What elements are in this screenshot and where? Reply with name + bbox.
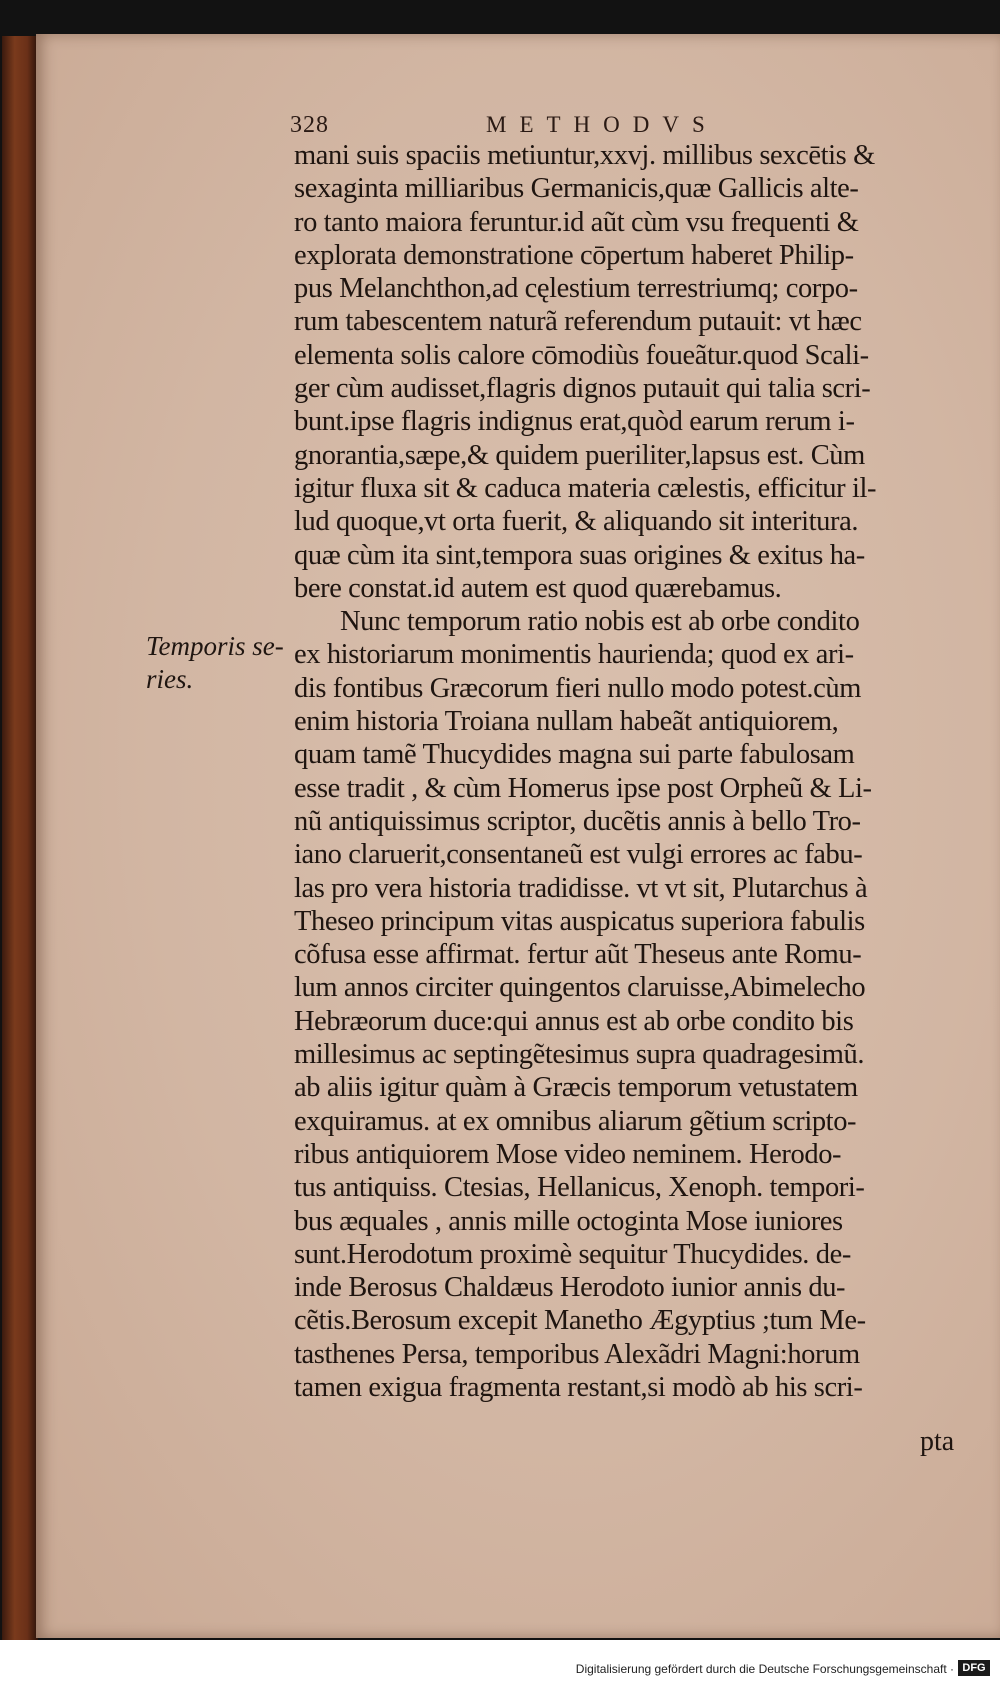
text-line: ex historiarum monimentis haurienda; quod ex ari-	[294, 639, 854, 671]
text-line: las pro vera historia tradidisse. vt vt sit, Plutarchus à	[294, 872, 868, 904]
text-line: ab aliis igitur quàm à Græcis temporum vetustatem	[294, 1072, 858, 1104]
text-line: sexaginta milliaribus Germanicis,quæ Gallicis alte-	[294, 173, 859, 205]
text-line: sunt.Herodotum proximè sequitur Thucydides. de-	[294, 1238, 851, 1270]
catchword: pta	[920, 1426, 955, 1457]
margin-note	[146, 630, 286, 696]
text-line: cẽtis.Berosum excepit Manetho Ægyptius ;tum Me-	[294, 1305, 866, 1337]
text-line: nũ antiquissimus scriptor, ducẽtis annis à bello Tro-	[294, 805, 861, 837]
dfg-logo: DFG	[958, 1660, 990, 1676]
text-line: bere constat.id autem est quod quærebamus.	[294, 572, 782, 604]
text-line: inde Berosus Chaldæus Herodoto iunior annis du-	[294, 1272, 846, 1304]
text-line: bus æquales , annis mille octoginta Mose iuniores	[294, 1205, 843, 1237]
text-line: quam tamẽ Thucydides magna sui parte fabulosam	[294, 739, 855, 771]
text-line: enim historia Troiana nullam habeãt antiquiorem,	[294, 706, 839, 738]
text-line: pus Melanchthon,ad cęlestium terrestriumq; corpo-	[294, 273, 858, 305]
text-line-paragraph-start: Nunc temporum ratio nobis est ab orbe condito	[340, 606, 860, 638]
text-line: Theseo principum vitas auspicatus superiora fabulis	[294, 905, 865, 937]
text-line: quæ cùm ita sint,tempora suas origines & exitus ha-	[294, 539, 865, 571]
text-line: ribus antiquiorem Mose video neminem. Herodo-	[294, 1138, 842, 1170]
page-number: 328	[290, 112, 329, 138]
text-line: tus antiquiss. Ctesias, Hellanicus, Xenoph. tempori-	[294, 1172, 865, 1204]
text-line: bunt.ipse flagris indignus erat,quòd earum rerum i-	[294, 406, 855, 438]
text-line: Hebræorum duce:qui annus est ab orbe condito bis	[294, 1005, 854, 1037]
funding-credit: Digitalisierung gefördert durch die Deutsche Forschungsgemeinschaft ·	[575, 1662, 954, 1676]
text-line: gnorantia,sæpe,& quidem pueriliter,lapsus est. Cùm	[294, 439, 865, 471]
margin-note-line: ries.	[146, 664, 194, 694]
text-line: millesimus ac septingẽtesimus supra quadragesimũ.	[294, 1039, 865, 1071]
text-line: exquiramus. at ex omnibus aliarum gẽtium scripto-	[294, 1105, 857, 1137]
text-line: ro tanto maiora feruntur.id aũt cùm vsu frequenti &	[294, 206, 859, 238]
text-line: tasthenes Persa, temporibus Alexãdri Magni:horum	[294, 1338, 860, 1370]
text-line: cõfusa esse affirmat. fertur aũt Theseus ante Romu-	[294, 939, 862, 971]
text-line: igitur fluxa sit & caduca materia cælestis, efficitur il-	[294, 472, 877, 504]
running-head-title: METHODVS	[486, 112, 718, 137]
body-text	[294, 139, 934, 1404]
text-line: lud quoque,vt orta fuerit, & aliquando sit interitura.	[294, 506, 859, 538]
text-line: explorata demonstratione cōpertum haberet Philip-	[294, 239, 854, 271]
book-cover-edge	[2, 36, 38, 1640]
text-line: mani suis spaciis metiuntur,xxvj. millibus sexcētis &	[294, 140, 875, 171]
text-line: dis fontibus Græcorum fieri nullo modo potest.cùm	[294, 672, 861, 704]
running-head	[290, 112, 730, 142]
digitization-footer	[0, 1660, 992, 1685]
text-line: lum annos circiter quingentos claruisse,Abimelecho	[294, 972, 866, 1004]
text-line: iano claruerit,consentaneũ est vulgi errores ac fabu-	[294, 839, 863, 871]
text-line: tamen exigua fragmenta restant,si modò ab his scri-	[294, 1371, 863, 1403]
margin-note-line: Temporis se-	[146, 631, 284, 661]
text-line: esse tradit , & cùm Homerus ipse post Orpheũ & Li-	[294, 772, 872, 804]
text-line: rum tabescentem naturã referendum putauit: vt hæc	[294, 306, 862, 338]
text-line: elementa solis calore cōmodiùs foueãtur.quod Scali-	[294, 339, 869, 371]
text-line: ger cùm audisset,flagris dignos putauit qui talia scri-	[294, 373, 871, 405]
